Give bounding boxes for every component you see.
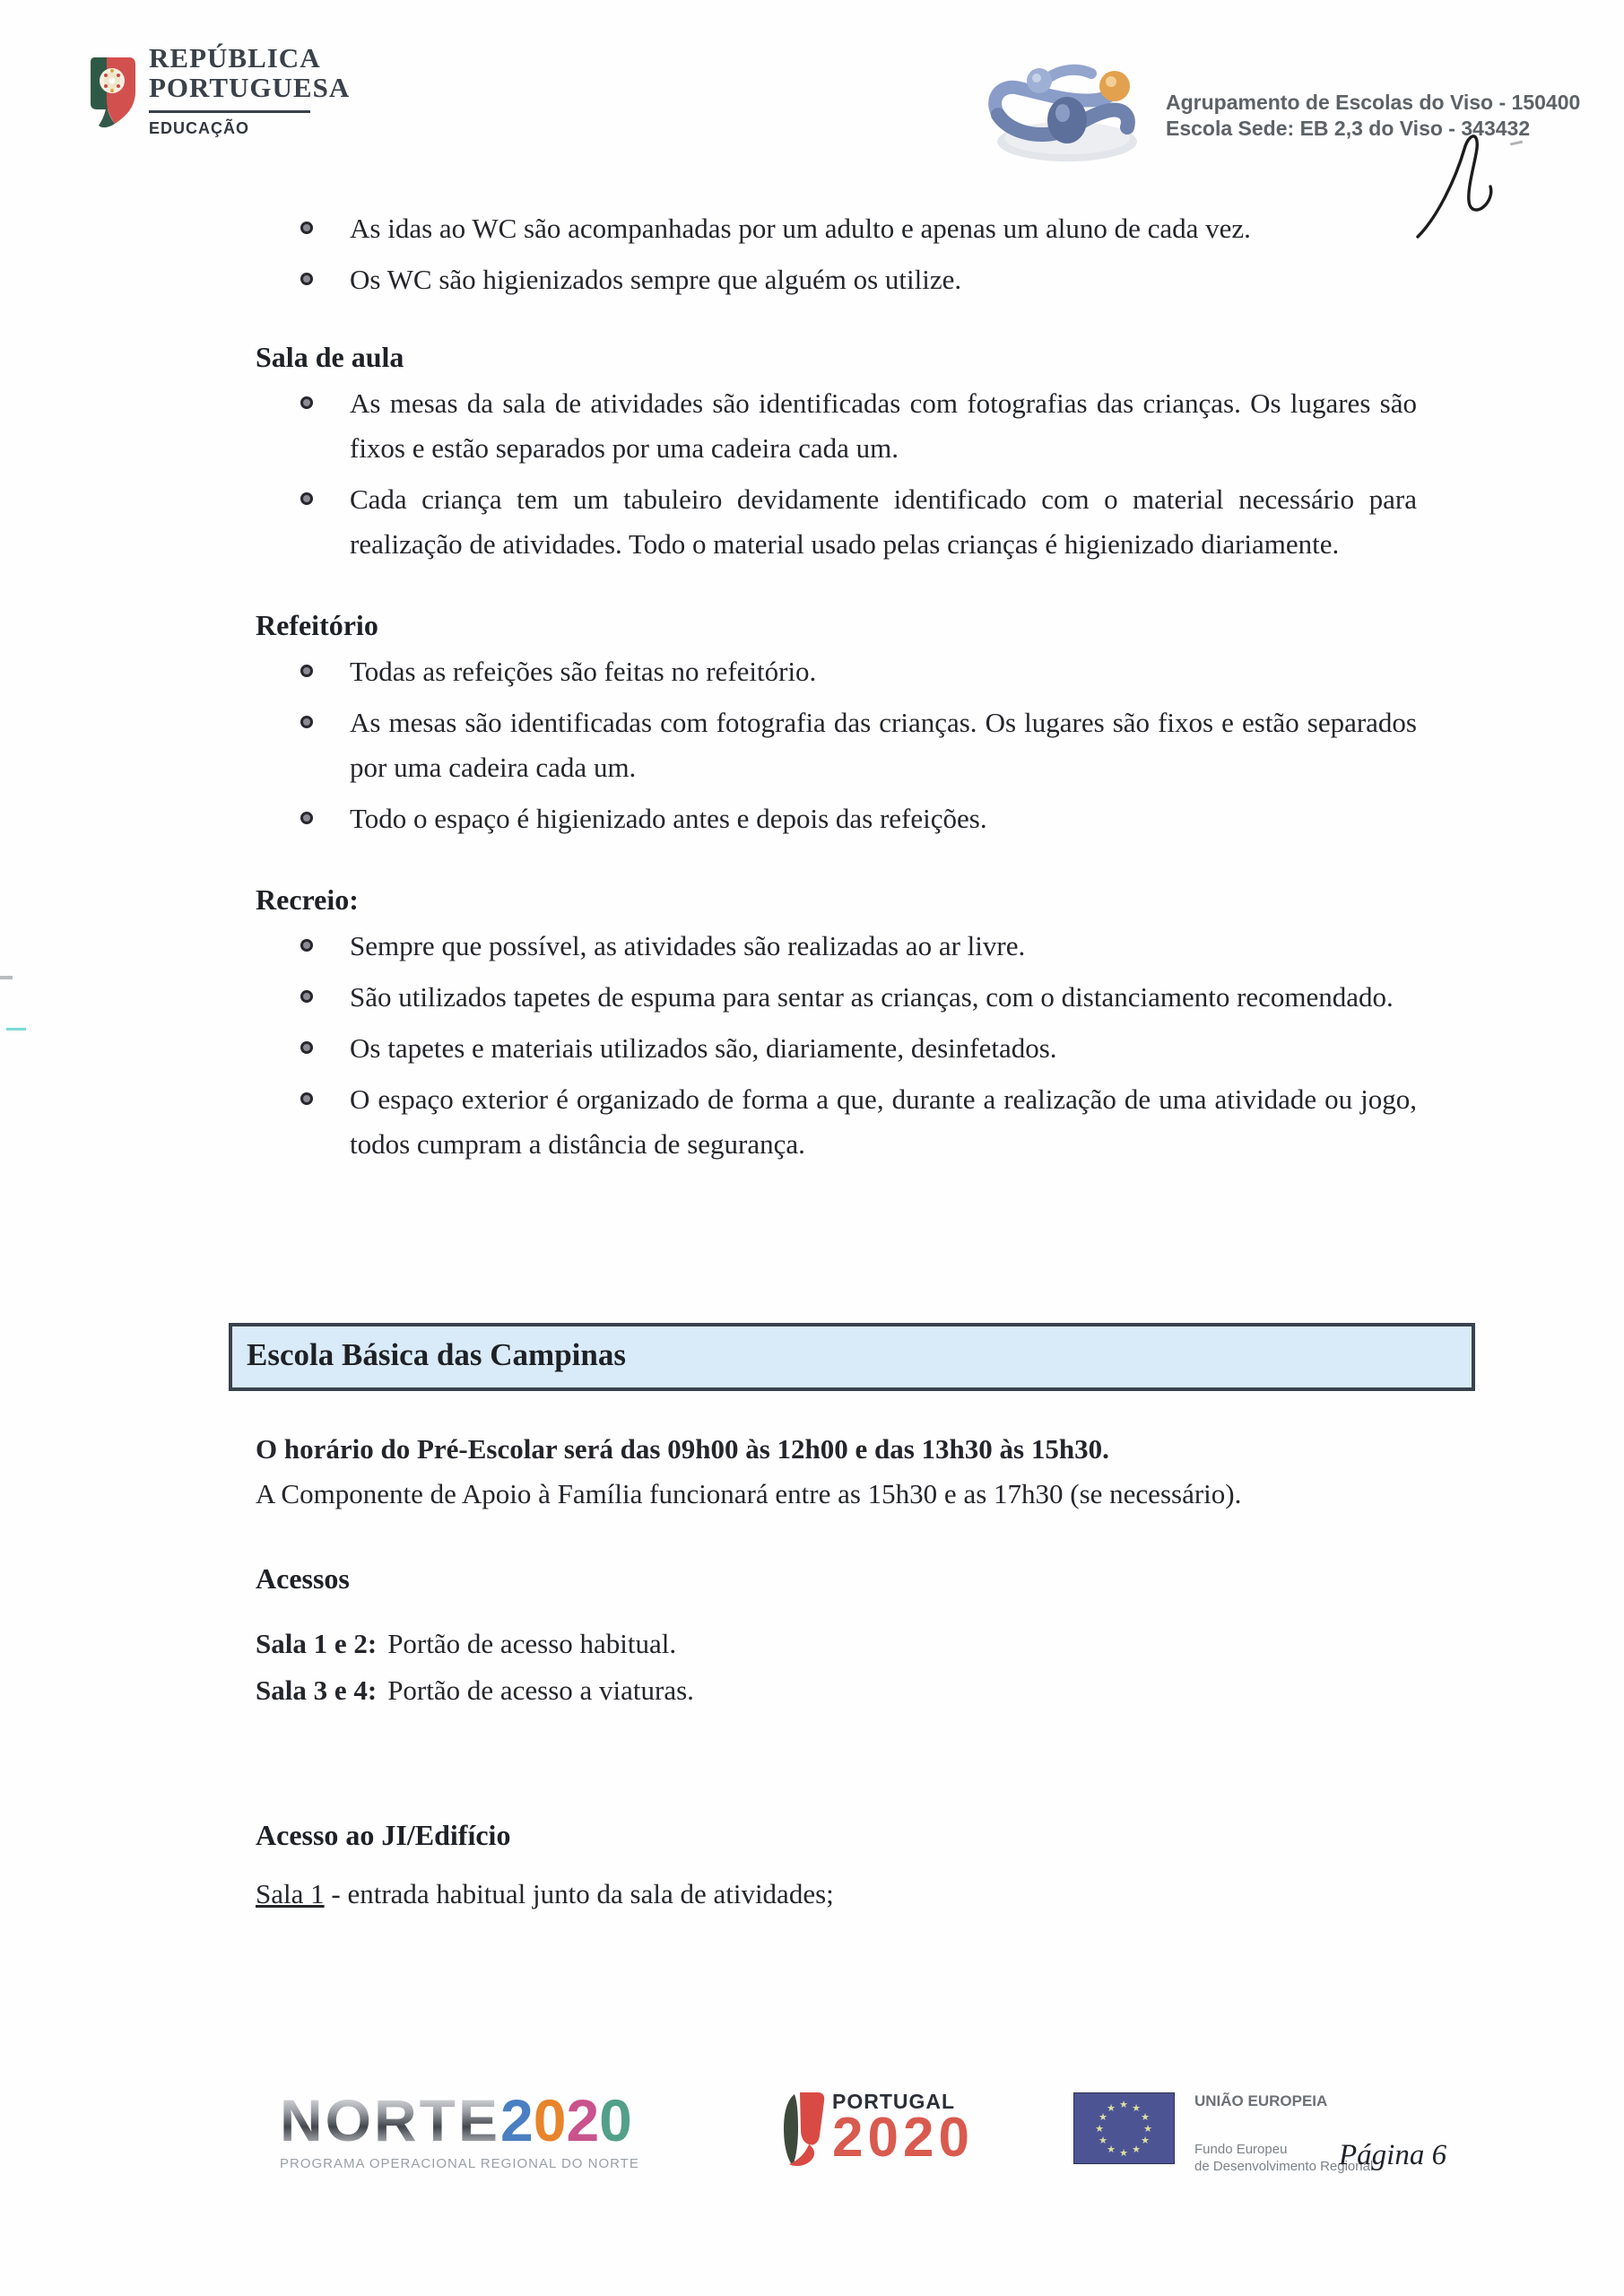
republica-portuguesa-logo <box>90 43 350 142</box>
svg-text:★: ★ <box>1107 2144 1116 2155</box>
svg-text:★: ★ <box>1095 2123 1104 2135</box>
svg-text:★: ★ <box>1099 2135 1107 2146</box>
republica-line2: PORTUGUESA <box>149 72 351 103</box>
list-item: São utilizados tapetes de espuma para sentar as crianças, com o distanciamento recomendado. <box>256 975 1417 1020</box>
page-number: Página 6 <box>1339 2139 1447 2171</box>
svg-text:★: ★ <box>1119 2099 1128 2110</box>
svg-text:★: ★ <box>1099 2111 1107 2123</box>
eu-fund-line2: de Desenvolvimento Regional <box>1194 2159 1374 2174</box>
access-row-label: Sala 1 e 2: <box>256 1628 378 1659</box>
republica-line1: REPÚBLICA <box>149 42 321 74</box>
school-title: Escola Básica das Campinas <box>247 1337 626 1372</box>
norte-brand-text: NORTE <box>280 2087 500 2153</box>
portugal-brand-text: PORTUGAL <box>832 2090 956 2113</box>
svg-text:★: ★ <box>1141 2111 1150 2123</box>
list-item: As idas ao WC são acompanhadas por um adulto e apenas um aluno de cada vez. <box>256 206 1417 251</box>
eu-fund-line1: Fundo Europeu <box>1194 2142 1288 2157</box>
acessos-title: Acessos <box>256 1562 350 1595</box>
bullet-list <box>256 924 1417 1167</box>
agrupamento-escolas-logo-icon <box>982 45 1148 170</box>
access-row-text: Portão de acesso habitual. <box>387 1628 677 1659</box>
list-item: Sempre que possível, as atividades são realizadas ao ar livre. <box>256 924 1417 969</box>
list-item: Cada criança tem um tabuleiro devidamente identificado com o material necessário para realização de atividades. Todo o material usado pelas crianças é higienizado diariamente. <box>256 477 1417 567</box>
list-item: Os WC são higienizados sempre que alguém os utilize. <box>256 257 1417 302</box>
section-refeitorio <box>256 604 1417 841</box>
portugal-2020-text <box>832 2091 974 2177</box>
list-item: As mesas são identificadas com fotografia das crianças. Os lugares são fixos e estão separados por uma cadeira cada um. <box>256 700 1417 790</box>
republica-logo-text <box>149 43 350 142</box>
scan-artifact <box>0 976 13 979</box>
eu-title: UNIÃO EUROPEIA <box>1194 2092 1328 2109</box>
ji-access-line <box>256 1872 1417 1917</box>
norte-digit: 0 <box>533 2087 567 2153</box>
section-title: Recreio: <box>256 883 359 916</box>
access-row-label: Sala 3 e 4: <box>256 1674 378 1706</box>
norte-digit: 2 <box>500 2087 534 2153</box>
ji-access-title: Acesso ao JI/Edifício <box>256 1819 511 1851</box>
access-row <box>256 1667 1417 1714</box>
ji-room-text: - entrada habitual junto da sala de atividades; <box>324 1878 834 1909</box>
educacao-label: EDUCAÇÃO <box>149 119 250 137</box>
norte-subtitle: PROGRAMA OPERACIONAL REGIONAL DO NORTE <box>280 2156 639 2171</box>
intro-bullet-list <box>256 206 1417 302</box>
portugal-2020-flag-icon <box>782 2091 827 2177</box>
portugal-year-text: 2020 <box>832 2107 974 2169</box>
svg-text:★: ★ <box>1132 2102 1141 2114</box>
norte-2020-logo <box>280 2087 639 2171</box>
norte-2020-wordmark <box>280 2087 639 2153</box>
agrupamento-line2: Escola Sede: EB 2,3 do Viso - 343432 <box>1166 117 1531 140</box>
schedule-bold-line: O horário do Pré-Escolar será das 09h00 às 12h00 e das 13h30 às 15h30. <box>256 1433 1109 1465</box>
access-row-text: Portão de acesso a viaturas. <box>387 1674 694 1706</box>
logo-divider <box>149 110 310 113</box>
svg-text:★: ★ <box>1107 2102 1116 2114</box>
ji-room-label: Sala 1 <box>256 1878 325 1909</box>
svg-text:★: ★ <box>1132 2144 1141 2155</box>
uniao-europeia-logo <box>1073 2092 1373 2175</box>
school-title-box <box>229 1323 1475 1391</box>
section-title: Sala de aula <box>256 341 404 373</box>
footer <box>0 2085 1624 2247</box>
norte-digit: 2 <box>566 2087 600 2153</box>
svg-text:★: ★ <box>1141 2135 1150 2146</box>
section-recreio <box>256 879 1417 1167</box>
access-row <box>256 1621 1417 1667</box>
portugal-flag-icon <box>90 56 136 142</box>
list-item: Todas as refeições são feitas no refeitório. <box>256 649 1417 694</box>
list-item: Os tapetes e materiais utilizados são, diariamente, desinfetados. <box>256 1026 1417 1071</box>
list-item: Todo o espaço é higienizado antes e depois das refeições. <box>256 796 1417 841</box>
norte-digit: 0 <box>599 2087 632 2153</box>
scan-artifact <box>6 1028 26 1031</box>
svg-text:★: ★ <box>1119 2147 1128 2159</box>
bullet-list <box>256 381 1417 567</box>
portugal-2020-logo <box>782 2091 974 2177</box>
list-item: O espaço exterior é organizado de forma a que, durante a realização de uma atividade ou jogo, todos cumpram a distância de segurança. <box>256 1077 1417 1167</box>
eu-flag-icon <box>1073 2092 1175 2164</box>
section-title: Refeitório <box>256 609 378 641</box>
svg-text:★: ★ <box>1143 2123 1152 2135</box>
agrupamento-line1: Agrupamento de Escolas do Viso - 150400 <box>1166 91 1581 114</box>
schedule-paragraph: A Componente de Apoio à Família funcionará entre as 15h30 e as 17h30 (se necessário). <box>256 1478 1242 1509</box>
list-item: As mesas da sala de atividades são identificadas com fotografias das crianças. Os lugares são fixos e estão separados por uma cadeira cada um. <box>256 381 1417 471</box>
document-body <box>247 203 1417 1917</box>
bullet-list <box>256 649 1417 841</box>
section-sala-de-aula <box>256 336 1417 567</box>
